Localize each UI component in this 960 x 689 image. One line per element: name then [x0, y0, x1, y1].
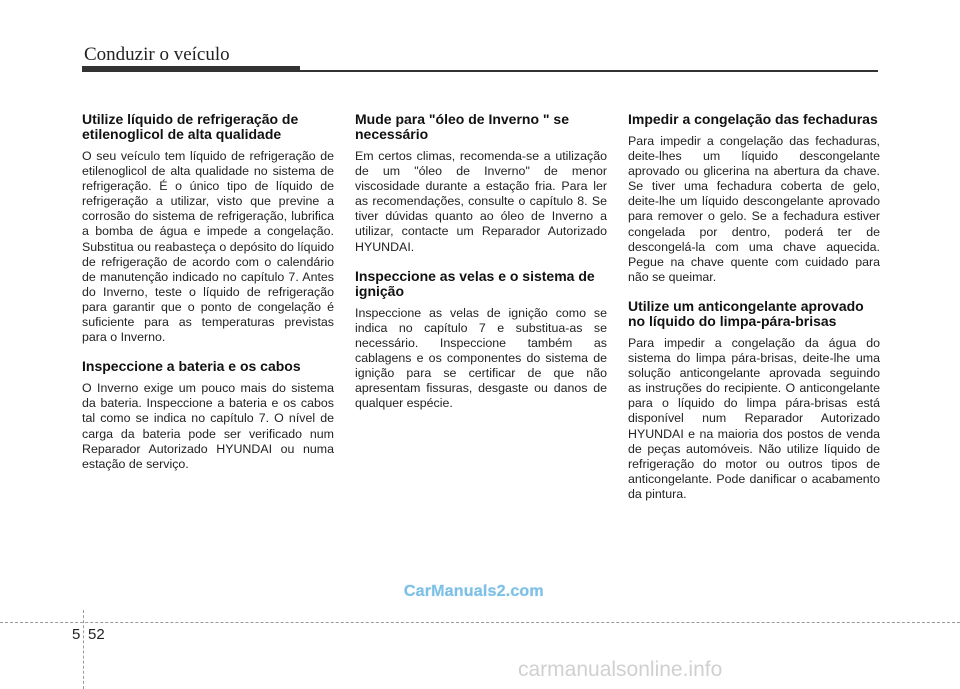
section-heading: Inspeccione a bateria e os cabos [82, 358, 301, 375]
header-rule-thick [82, 66, 300, 72]
header-rule-thin [300, 70, 878, 72]
page-header-title: Conduzir o veículo [84, 44, 230, 65]
section-heading: Inspeccione as velas e o sistema de ignição [355, 267, 595, 299]
section-washer-antifreeze [628, 299, 880, 502]
page-number: 52 [88, 626, 105, 643]
section-spark-plugs [355, 269, 607, 412]
footer-vertical-divider [83, 610, 84, 689]
chapter-number: 5 [72, 626, 81, 643]
section-body: Em certos climas, recomenda-se a utilização de um "óleo de Inverno" de menor viscosidade durante a estação fria. Para ler as recomendações, consulte o capítulo 8. Se tiver dúvidas quanto ao óleo de Inverno a utilizar, contacte um Reparador Autorizado HYUNDAI. [355, 149, 607, 254]
section-body: O Inverno exige um pouco mais do sistema da bateria. Inspeccione a bateria e os cabos tal como se indica no capítulo 7. O nível de carga da bateria pode ser verificado num Reparador Autorizado HYUNDAI ou numa estação de serviço. [82, 381, 334, 471]
text-column-1 [82, 112, 334, 486]
footer-site-watermark: carmanualsonline.info [518, 658, 723, 681]
section-heading: Utilize líquido de refrigeração de etilenoglicol de alta qualidade [82, 111, 299, 142]
section-heading: Mude para "óleo de Inverno " se necessário [355, 111, 569, 142]
section-winter-oil [355, 112, 607, 255]
footer-divider [0, 622, 960, 623]
section-body: Para impedir a congelação da água do sistema do limpa pára-brisas, deite-lhe uma solução anticongelante aprovada seguindo as instruções do recipiente. O anticongelante para o líquido do limpa pára-brisas está disponível num Reparador Autorizado HYUNDAI e na maioria dos postos de venda de peças automóveis. Não utilize líquido de refrigeração do motor ou outros tipos de anticongelante. Pode danificar o acabamento da pintura. [628, 335, 880, 501]
section-body: Para impedir a congelação das fechaduras, deite-lhes um líquido descongelante aprovado ou glicerina na abertura da chave. Se tiver uma fechadura coberta de gelo, deite-lhe um líquido descongelante aprovado para remover o gelo. Se a fechadura estiver congelada por dentro, poderá ter de descongelá-la com uma chave aquecida. Pegue na chave quente com cuidado para não se queimar. [628, 134, 880, 284]
text-column-2 [355, 112, 607, 425]
section-heading: Impedir a congelação das fechaduras [628, 111, 878, 127]
text-column-3 [628, 112, 880, 516]
section-door-locks [628, 112, 880, 285]
section-coolant [82, 112, 334, 345]
section-body: O seu veículo tem líquido de refrigeração de etilenoglicol de alta qualidade no sistema de refrigeração. É o único tipo de líquido de refrigeração a utilizar, visto que previne a corrosão do sistema de refrigeração, lubrifica a bomba de água e impede a congelação. Substitua ou reabasteça o depósito do líquido de refrigeração de acordo com o calendário de manutenção indicado no capítulo 7. Antes do Inverno, teste o líquido de refrigeração para garantir que o ponto de congelação é suficiente para as temperaturas previstas para o Inverno. [82, 149, 334, 345]
section-heading: Utilize um anticongelante aprovado no líquido do limpa-pára-brisas [628, 297, 864, 329]
section-battery [82, 359, 334, 472]
watermark-link[interactable]: CarManuals2.com [404, 583, 544, 600]
section-body: Inspeccione as velas de ignição como se indica no capítulo 7 e substitua-as se necessário. Inspeccione também as cablagens e os componentes do sistema de ignição para se certificar de que não apresentam fissuras, desgaste ou danos de qualquer espécie. [355, 305, 607, 411]
